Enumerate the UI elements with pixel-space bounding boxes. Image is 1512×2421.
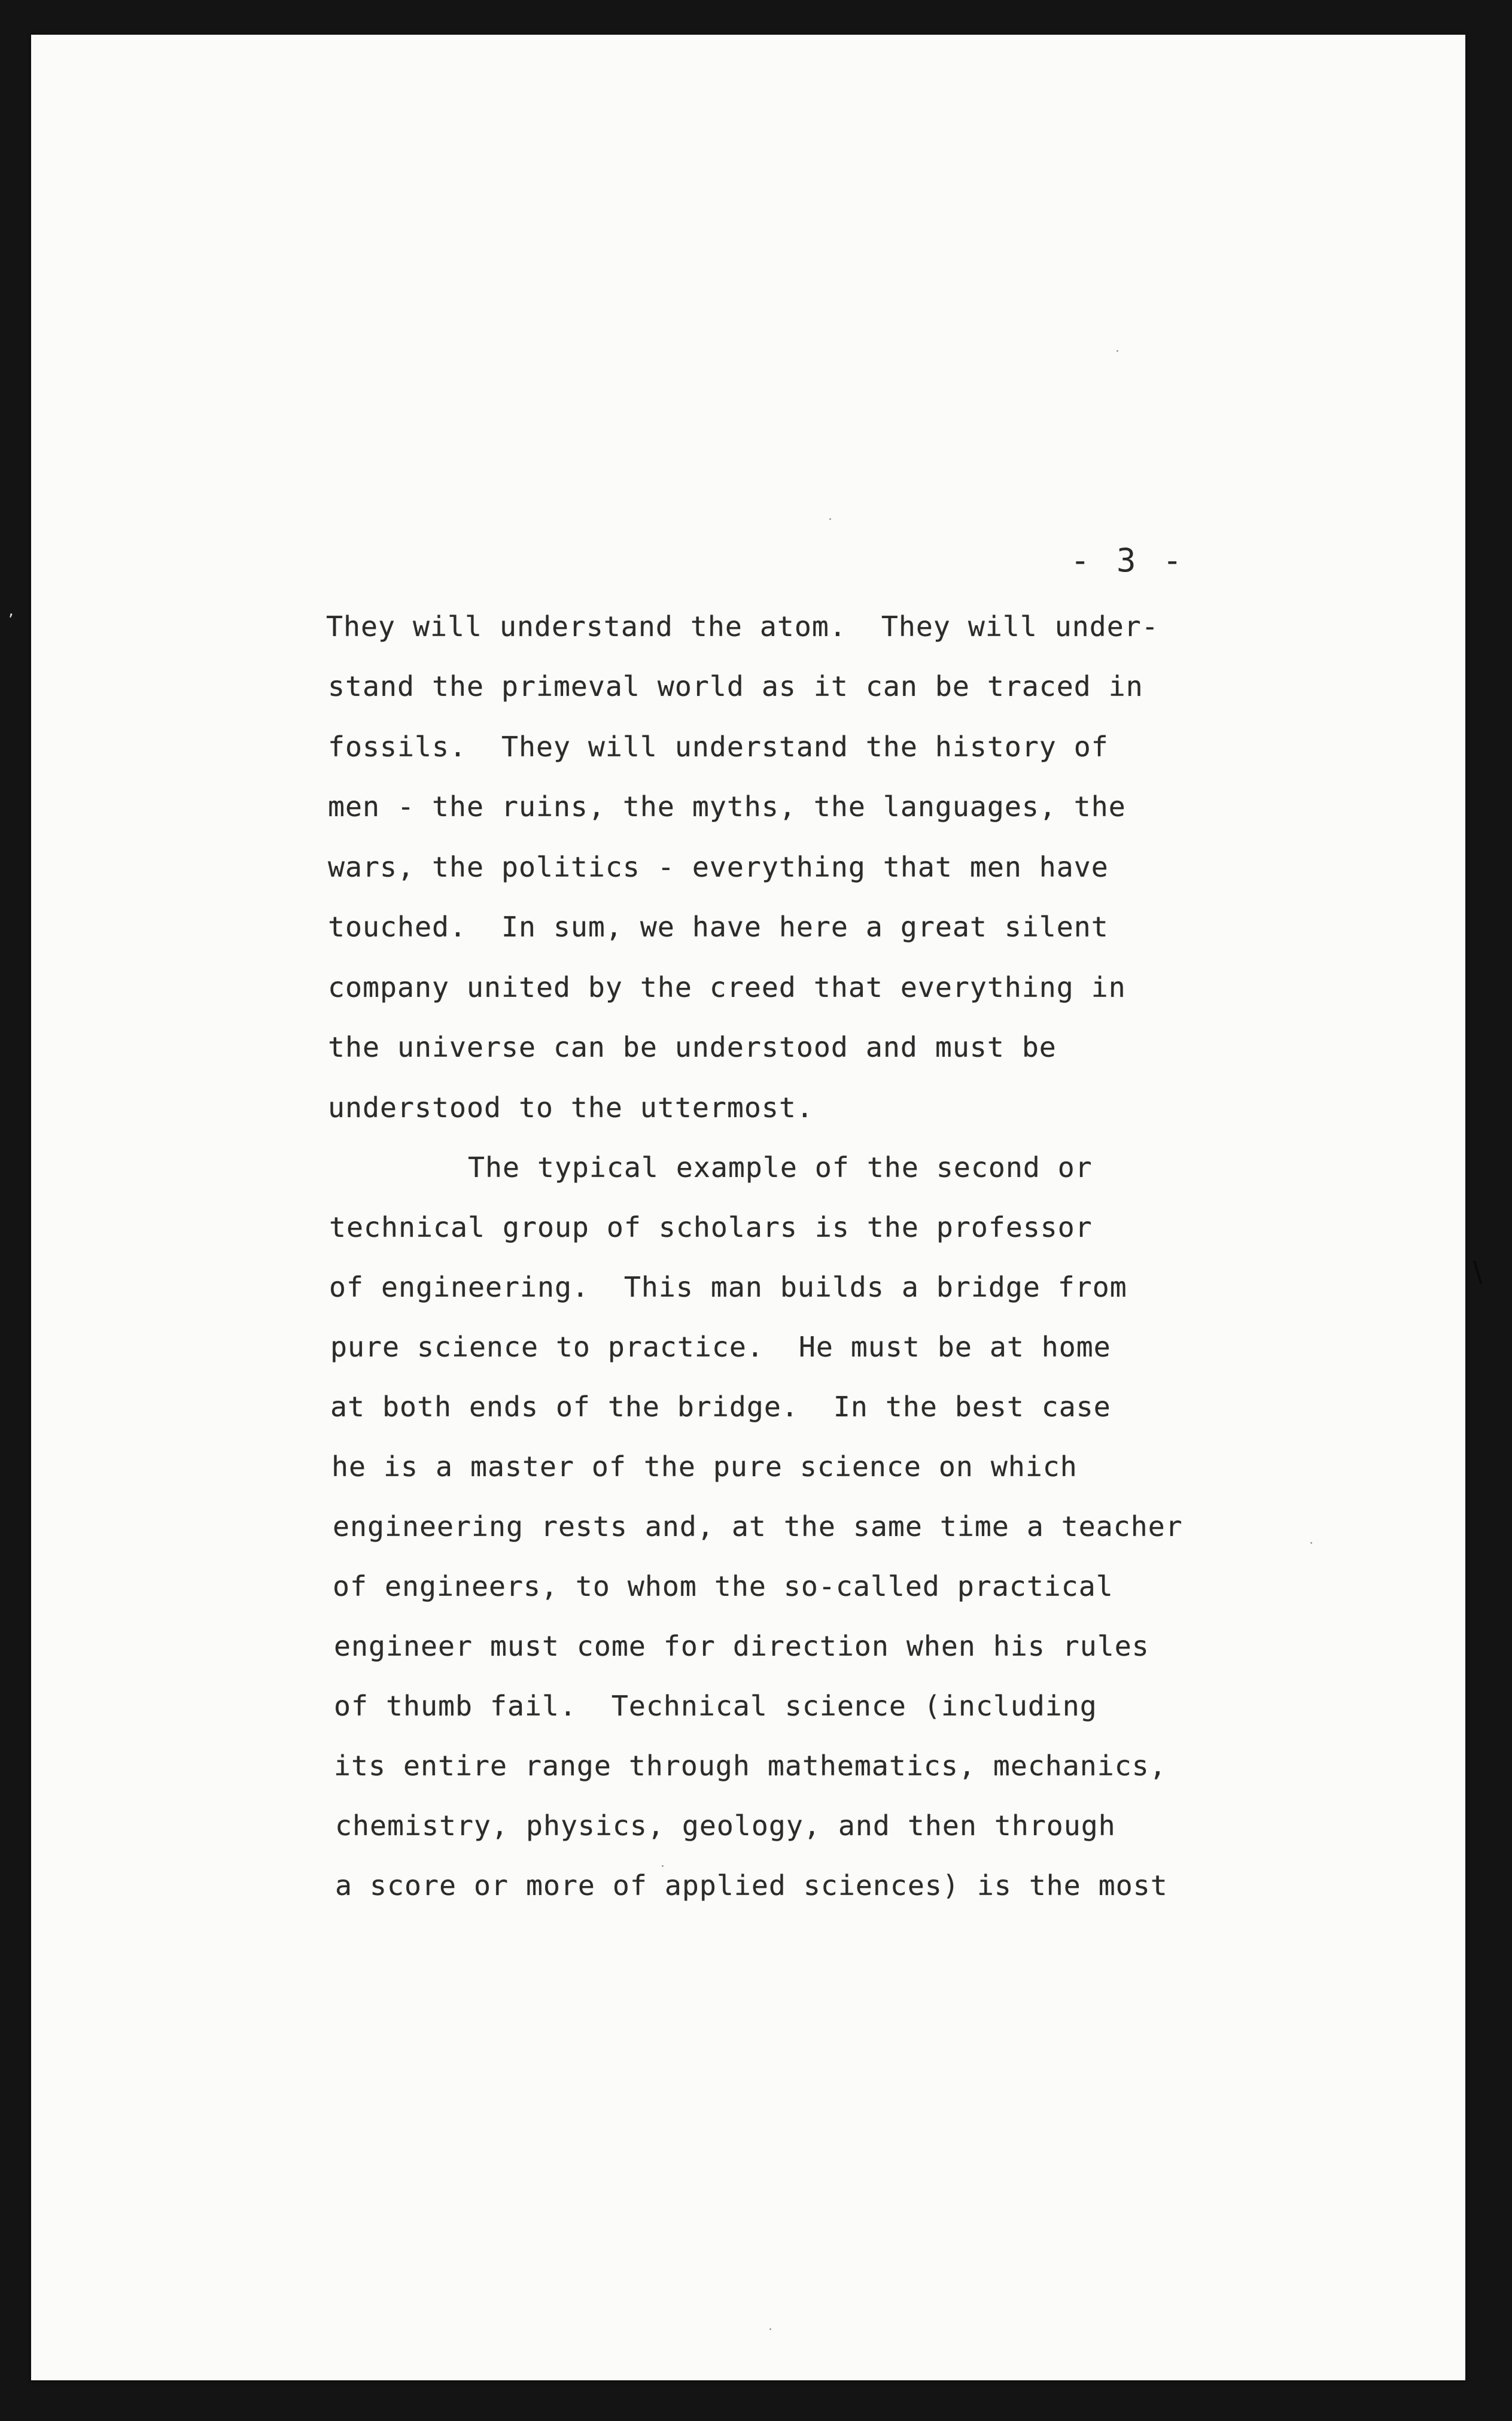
text-line-3: fossils. They will understand the history of (328, 731, 1109, 763)
text-line-16: engineering rests and, at the same time a teacher (333, 1510, 1183, 1543)
text-line-8: the universe can be understood and must be (328, 1031, 1057, 1063)
text-line-14: at both ends of the bridge. In the best case (330, 1391, 1111, 1423)
text-line-13: pure science to practice. He must be at home (330, 1331, 1111, 1363)
text-line-4: men - the ruins, the myths, the languages, the (328, 790, 1126, 823)
text-line-1: They will understand the atom. They will under- (326, 610, 1159, 643)
document-page (31, 35, 1465, 2380)
text-line-6: touched. In sum, we have here a great silent (328, 911, 1109, 943)
text-line-22: a score or more of applied sciences) is the most (335, 1869, 1168, 1902)
text-line-21: chemistry, physics, geology, and then through (335, 1809, 1116, 1842)
text-line-12: of engineering. This man builds a bridge from (329, 1271, 1127, 1303)
text-line-11: technical group of scholars is the professor (329, 1211, 1093, 1243)
text-line-5: wars, the politics - everything that men have (328, 851, 1109, 883)
text-line-19: of thumb fail. Technical science (including (334, 1690, 1097, 1722)
text-line-20: its entire range through mathematics, mechanics, (334, 1750, 1167, 1782)
text-line-17: of engineers, to whom the so-called practical (333, 1570, 1114, 1602)
text-line-10: The typical example of the second or (329, 1151, 1093, 1184)
text-line-9: understood to the uttermost. (328, 1091, 814, 1124)
edge-mark: , (8, 600, 14, 620)
speck (829, 518, 831, 520)
speck (769, 2328, 771, 2330)
text-line-2: stand the primeval world as it can be traced in (328, 670, 1143, 702)
margin-mark: \ (1473, 1255, 1483, 1288)
page-number: - 3 - (1070, 542, 1186, 579)
speck (662, 1865, 664, 1867)
speck (1310, 1542, 1312, 1544)
text-line-15: he is a master of the pure science on which (331, 1450, 1078, 1483)
text-line-18: engineer must come for direction when his rules (334, 1630, 1149, 1662)
speck (1116, 350, 1118, 352)
text-line-7: company united by the creed that everything in (328, 971, 1126, 1003)
